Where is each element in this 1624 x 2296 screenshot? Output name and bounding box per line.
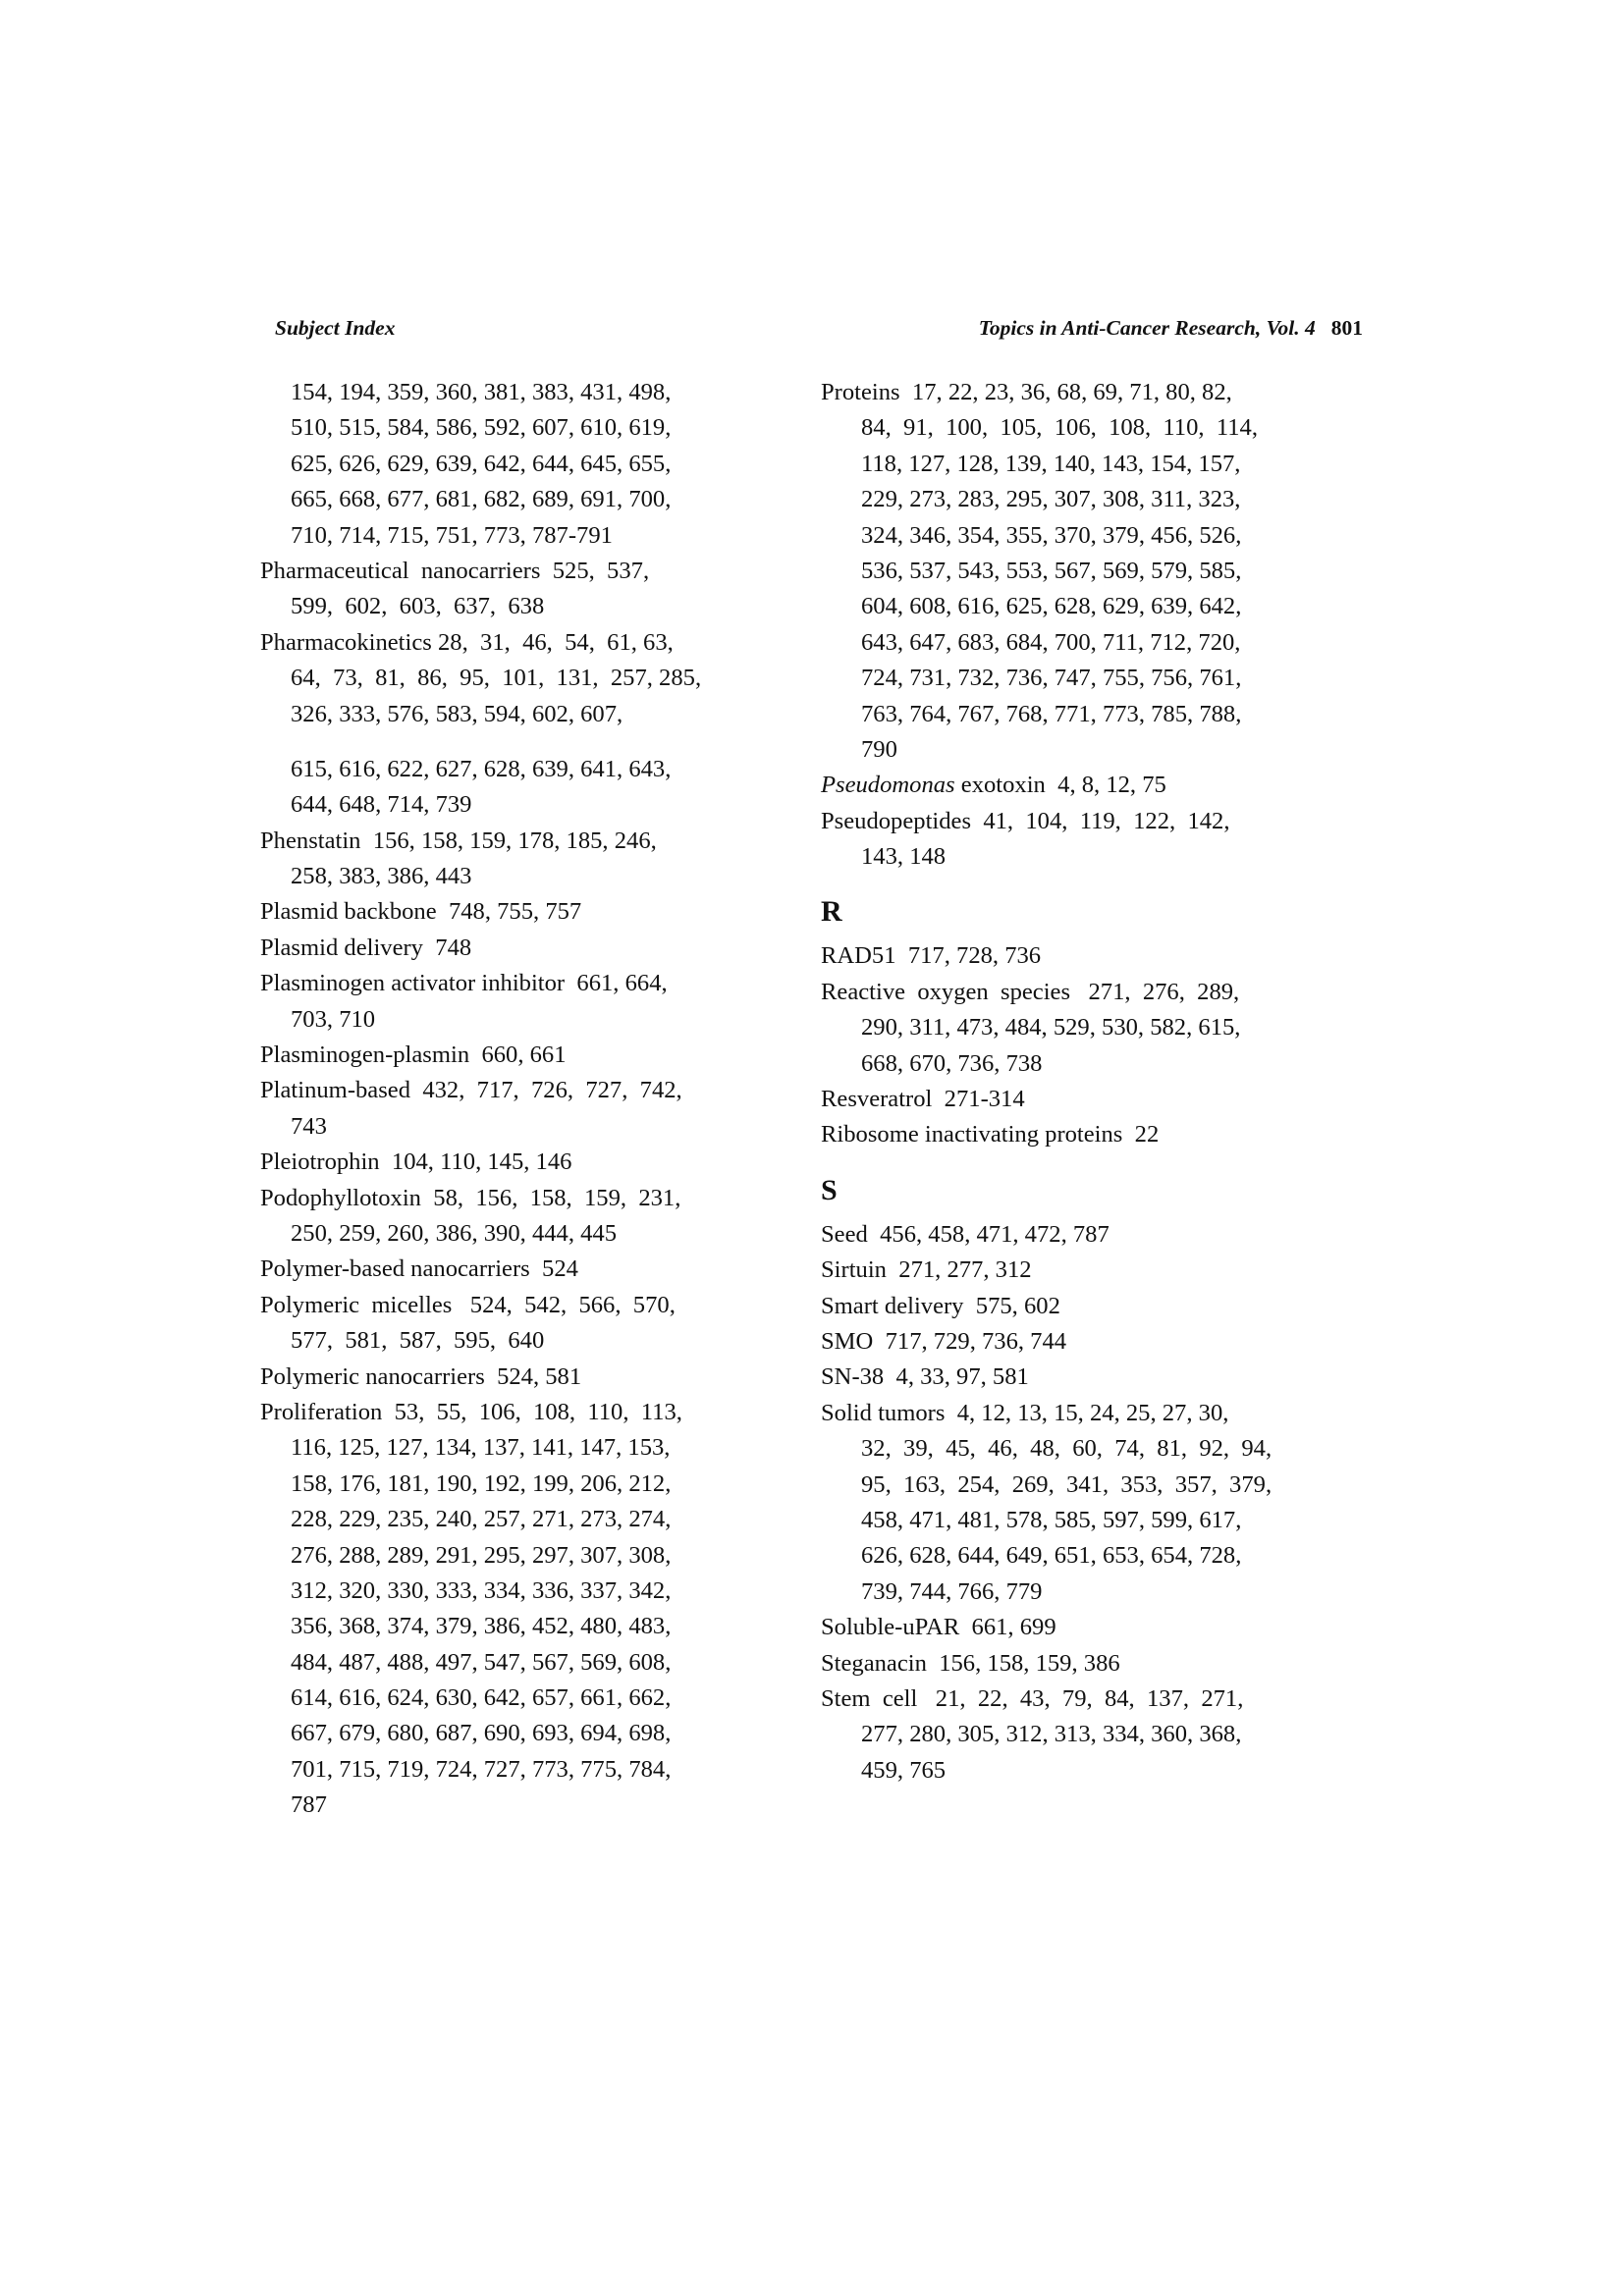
section-letter: R (821, 895, 842, 929)
index-entry (260, 625, 790, 824)
page-references: 615, 616, 622, 627, 628, 639, 641, 643, (291, 755, 672, 782)
index-entry (821, 938, 1371, 974)
index-column-left (260, 375, 790, 1824)
entry-line (260, 1181, 790, 1216)
page-references: 156, 158, 159, 178, 185, 246, (360, 827, 657, 854)
index-entry (260, 1181, 790, 1253)
index-entry (260, 824, 790, 895)
entry-line (821, 554, 1371, 589)
page-references: 4, 8, 12, 75 (1045, 772, 1166, 799)
entry-line (821, 589, 1371, 624)
page-references: 21, 22, 43, 79, 84, 137, 271, (917, 1684, 1244, 1712)
index-entry (821, 975, 1371, 1082)
entry-line (260, 1145, 790, 1180)
index-term: Resveratrol (821, 1086, 933, 1113)
index-entry (821, 1360, 1371, 1395)
index-term: Ribosome inactivating proteins (821, 1121, 1123, 1148)
page-references: 661, 664, (565, 970, 668, 997)
page-references: 717, 728, 736 (895, 942, 1042, 970)
page-references: 524, 581 (484, 1362, 582, 1390)
entry-line (821, 732, 1371, 768)
index-term: Stem cell (821, 1684, 918, 1712)
page-number: 801 (1330, 316, 1363, 340)
page-references: 276, 288, 289, 291, 295, 297, 307, 308, (291, 1541, 672, 1569)
entry-line (821, 518, 1371, 554)
entry-line (260, 482, 790, 517)
entry-line (260, 1323, 790, 1359)
entry-line (260, 1681, 790, 1716)
entry-line (821, 1010, 1371, 1045)
index-term: Proteins (821, 379, 900, 405)
index-entry (260, 1145, 790, 1180)
section-letter: S (821, 1173, 838, 1206)
index-entry (260, 1073, 790, 1145)
index-entry (821, 1082, 1371, 1117)
entry-line (821, 661, 1371, 696)
page-references: 748 (422, 934, 472, 961)
entry-line (260, 1788, 790, 1823)
page-references: 701, 715, 719, 724, 727, 773, 775, 784, (291, 1755, 672, 1783)
index-term: Polymeric micelles (260, 1291, 453, 1318)
page-references: 4, 12, 13, 15, 24, 25, 27, 30, (945, 1399, 1229, 1426)
page-references: 458, 471, 481, 578, 585, 597, 599, 617, (861, 1506, 1242, 1533)
index-entry (260, 1038, 790, 1073)
entry-line (260, 1574, 790, 1609)
entry-line (260, 931, 790, 966)
entry-line (821, 768, 1371, 803)
page-references: 599, 602, 603, 637, 638 (291, 593, 545, 620)
page-references: 258, 383, 386, 443 (291, 863, 472, 890)
index-term: Plasminogen activator inhibitor (260, 970, 566, 997)
page-references: 32, 39, 45, 46, 48, 60, 74, 81, 92, 94, (861, 1435, 1272, 1463)
page-references: 228, 229, 235, 240, 257, 271, 273, 274, (291, 1506, 672, 1533)
page-references: 250, 259, 260, 386, 390, 444, 445 (291, 1219, 618, 1247)
page-references: 790 (861, 735, 897, 763)
page-references: 118, 127, 128, 139, 140, 143, 154, 157, (861, 450, 1241, 477)
entry-line (260, 589, 790, 624)
page-references: 661, 699 (959, 1614, 1056, 1641)
index-term: Phenstatin (260, 827, 361, 854)
index-entry (821, 1396, 1371, 1610)
page-references: 4, 33, 97, 581 (884, 1363, 1029, 1391)
entry-line (821, 482, 1371, 517)
page-references: 271, 277, 312 (886, 1256, 1032, 1284)
index-term: Platinum-based (260, 1077, 411, 1104)
page-references: 324, 346, 354, 355, 370, 379, 456, 526, (861, 521, 1242, 549)
entry-line (821, 804, 1371, 839)
index-entry (821, 1117, 1371, 1152)
page-references: 158, 176, 181, 190, 192, 199, 206, 212, (291, 1469, 672, 1497)
entry-line (821, 1082, 1371, 1117)
entry-line (260, 1109, 790, 1145)
page-references: 116, 125, 127, 134, 137, 141, 147, 153, (291, 1434, 671, 1462)
entry-line (260, 1430, 790, 1466)
index-term: Sirtuin (821, 1256, 887, 1284)
entry-line (821, 938, 1371, 974)
index-term: Smart delivery (821, 1292, 964, 1319)
index-term: Plasmid backbone (260, 898, 437, 926)
index-entry (821, 804, 1371, 876)
entry-line (821, 375, 1371, 410)
page-references: 575, 602 (963, 1292, 1060, 1319)
entry-line (821, 1610, 1371, 1645)
entry-line (821, 839, 1371, 875)
entry-line (260, 787, 790, 823)
entry-line (260, 661, 790, 696)
index-term: RAD51 (821, 942, 896, 970)
entry-line (260, 625, 790, 661)
index-entry (821, 1682, 1371, 1789)
page-references: 432, 717, 726, 727, 742, (410, 1077, 682, 1104)
entry-line (821, 697, 1371, 732)
index-entry (260, 931, 790, 966)
entry-line (821, 1431, 1371, 1467)
page-references: 626, 628, 644, 649, 651, 653, 654, 728, (861, 1542, 1242, 1570)
entry-line (260, 966, 790, 1001)
entry-line (260, 1252, 790, 1287)
entry-line (821, 625, 1371, 661)
entry-line (821, 1575, 1371, 1610)
entry-line (821, 1503, 1371, 1538)
entry-line (260, 1216, 790, 1252)
index-entry (260, 894, 790, 930)
page-references: 787 (291, 1791, 327, 1819)
index-entry (821, 1217, 1371, 1253)
index-term: Podophyllotoxin (260, 1184, 421, 1211)
page-references: 271, 276, 289, (1070, 978, 1240, 1005)
entry-line (821, 447, 1371, 482)
index-term: Plasmid delivery (260, 934, 423, 961)
index-term: Reactive oxygen species (821, 978, 1071, 1005)
entry-line (821, 1682, 1371, 1717)
entry-line (260, 1360, 790, 1395)
index-entry (260, 1288, 790, 1360)
page-references: 356, 368, 374, 379, 386, 452, 480, 483, (291, 1613, 672, 1640)
entry-line (260, 752, 790, 787)
index-term: Pharmacokinetics (260, 628, 432, 656)
index-entry-continued (260, 375, 790, 554)
index-term: Polymer-based nanocarriers (260, 1255, 530, 1283)
page-references: 459, 765 (861, 1756, 947, 1784)
page-references: 326, 333, 576, 583, 594, 602, 607, (291, 700, 623, 727)
entry-line (821, 1117, 1371, 1152)
page-references: 604, 608, 616, 625, 628, 629, 639, 642, (861, 593, 1242, 620)
entry-line (260, 375, 790, 410)
entry-line (260, 1502, 790, 1537)
entry-line (260, 1288, 790, 1323)
page-references: 58, 156, 158, 159, 231, (420, 1184, 681, 1211)
index-term: Plasminogen-plasmin (260, 1041, 470, 1069)
entry-line (260, 1645, 790, 1681)
entry-line (260, 1038, 790, 1073)
index-term: Seed (821, 1220, 868, 1248)
page-references: 667, 679, 680, 687, 690, 693, 694, 698, (291, 1720, 672, 1747)
entry-line (260, 894, 790, 930)
page-references: 456, 458, 471, 472, 787 (867, 1220, 1110, 1248)
entry-line (821, 1360, 1371, 1395)
index-term: Solid tumors (821, 1399, 946, 1426)
index-term: SMO (821, 1327, 874, 1355)
page-references: 643, 647, 683, 684, 700, 711, 712, 720, (861, 628, 1241, 656)
index-entry (821, 375, 1371, 768)
page-references: 41, 104, 119, 122, 142, (971, 807, 1230, 834)
index-term: SN-38 (821, 1363, 885, 1391)
page-references: 64, 73, 81, 86, 95, 101, 131, 257, 285, (291, 665, 702, 692)
entry-line (821, 1753, 1371, 1789)
page-references: 22 (1122, 1121, 1160, 1148)
page-references: 614, 616, 624, 630, 642, 657, 661, 662, (291, 1684, 672, 1712)
index-term: Soluble-uPAR (821, 1614, 960, 1641)
page-references: 17, 22, 23, 36, 68, 69, 71, 80, 82, (899, 379, 1232, 405)
page-references: 524, 542, 566, 570, (452, 1291, 676, 1318)
entry-line (260, 1752, 790, 1788)
entry-line (821, 1253, 1371, 1288)
page-references: 104, 110, 145, 146 (379, 1148, 572, 1176)
index-term: Polymeric nanocarriers (260, 1362, 485, 1390)
entry-line (821, 410, 1371, 446)
page-references: 668, 670, 736, 738 (861, 1049, 1043, 1077)
running-head-right (979, 316, 1363, 341)
entry-line (821, 1538, 1371, 1574)
index-term: Pseudomonas (821, 772, 955, 799)
entry-line (821, 1717, 1371, 1752)
page-references: 625, 626, 629, 639, 642, 644, 645, 655, (291, 450, 672, 477)
index-entry (260, 966, 790, 1038)
entry-line (821, 1324, 1371, 1360)
index-entry (821, 1324, 1371, 1360)
entry-line (821, 1046, 1371, 1082)
entry-line (821, 975, 1371, 1010)
entry-line (260, 1002, 790, 1038)
index-entry (260, 1395, 790, 1824)
index-entry (821, 1253, 1371, 1288)
entry-line (821, 1396, 1371, 1431)
page-references: 156, 158, 159, 386 (926, 1649, 1120, 1677)
index-entry (821, 1646, 1371, 1682)
page-references: 577, 581, 587, 595, 640 (291, 1327, 545, 1355)
index-term-suffix: exotoxin (954, 772, 1046, 799)
running-head-left: Subject Index (275, 316, 396, 340)
entry-line (260, 859, 790, 894)
running-head (275, 316, 1363, 349)
page-references: 763, 764, 767, 768, 771, 773, 785, 788, (861, 700, 1242, 727)
page-references: 229, 273, 283, 295, 307, 308, 311, 323, (861, 486, 1241, 513)
page-references: 95, 163, 254, 269, 341, 353, 357, 379, (861, 1470, 1272, 1498)
index-term: Pharmaceutical nanocarriers (260, 557, 541, 584)
page-references: 724, 731, 732, 736, 747, 755, 756, 761, (861, 665, 1242, 692)
entry-line (821, 1468, 1371, 1503)
index-entry (821, 768, 1371, 803)
entry-line (260, 1395, 790, 1430)
entry-line (260, 1467, 790, 1502)
page-references: 524 (529, 1255, 578, 1283)
entry-line (260, 697, 790, 732)
page-references: 271-314 (932, 1086, 1025, 1113)
journal-title: Topics in Anti-Cancer Research, Vol. 4 (978, 316, 1316, 340)
page-references: 536, 537, 543, 553, 567, 569, 579, 585, (861, 557, 1242, 584)
entry-line (260, 1073, 790, 1108)
page-references: 143, 148 (861, 843, 947, 871)
entry-line (260, 554, 790, 589)
entry-line (821, 1646, 1371, 1682)
page-references: 290, 311, 473, 484, 529, 530, 582, 615, (861, 1014, 1241, 1041)
entry-line (260, 518, 790, 554)
page-references: 84, 91, 100, 105, 106, 108, 110, 114, (861, 414, 1258, 442)
entry-line (260, 410, 790, 446)
index-entry (260, 1252, 790, 1287)
entry-line (260, 824, 790, 859)
page-references: 510, 515, 584, 586, 592, 607, 610, 619, (291, 414, 672, 442)
index-term: Proliferation (260, 1398, 383, 1425)
page-references: 743 (291, 1112, 327, 1140)
entry-line (260, 1609, 790, 1644)
page-references: 53, 55, 106, 108, 110, 113, (382, 1398, 682, 1425)
page-references: 154, 194, 359, 360, 381, 383, 431, 498, (291, 379, 672, 405)
page-references: 312, 320, 330, 333, 334, 336, 337, 342, (291, 1576, 672, 1604)
page-references: 739, 744, 766, 779 (861, 1577, 1043, 1605)
index-entry (821, 1289, 1371, 1324)
index-entry (821, 1610, 1371, 1645)
index-term: Steganacin (821, 1649, 927, 1677)
page-references: 277, 280, 305, 312, 313, 334, 360, 368, (861, 1721, 1242, 1748)
page-references: 525, 537, (540, 557, 650, 584)
page-references: 703, 710 (291, 1005, 376, 1033)
entry-line (260, 1538, 790, 1574)
page-references: 710, 714, 715, 751, 773, 787-791 (291, 521, 613, 549)
index-entry (260, 554, 790, 625)
entry-line (821, 1217, 1371, 1253)
page-references: 665, 668, 677, 681, 682, 689, 691, 700, (291, 486, 672, 513)
page-references: 28, 31, 46, 54, 61, 63, (431, 628, 674, 656)
index-term: Pseudopeptides (821, 807, 972, 834)
page-references: 660, 661 (469, 1041, 567, 1069)
index-term: Pleiotrophin (260, 1148, 380, 1176)
entry-line (821, 1289, 1371, 1324)
page-references: 717, 729, 736, 744 (873, 1327, 1067, 1355)
page-references: 484, 487, 488, 497, 547, 567, 569, 608, (291, 1648, 672, 1676)
page-references: 644, 648, 714, 739 (291, 791, 472, 819)
index-column-right (821, 375, 1371, 1789)
index-entry (260, 1360, 790, 1395)
page-references: 748, 755, 757 (436, 898, 582, 926)
entry-line (260, 447, 790, 482)
entry-line (260, 1716, 790, 1751)
